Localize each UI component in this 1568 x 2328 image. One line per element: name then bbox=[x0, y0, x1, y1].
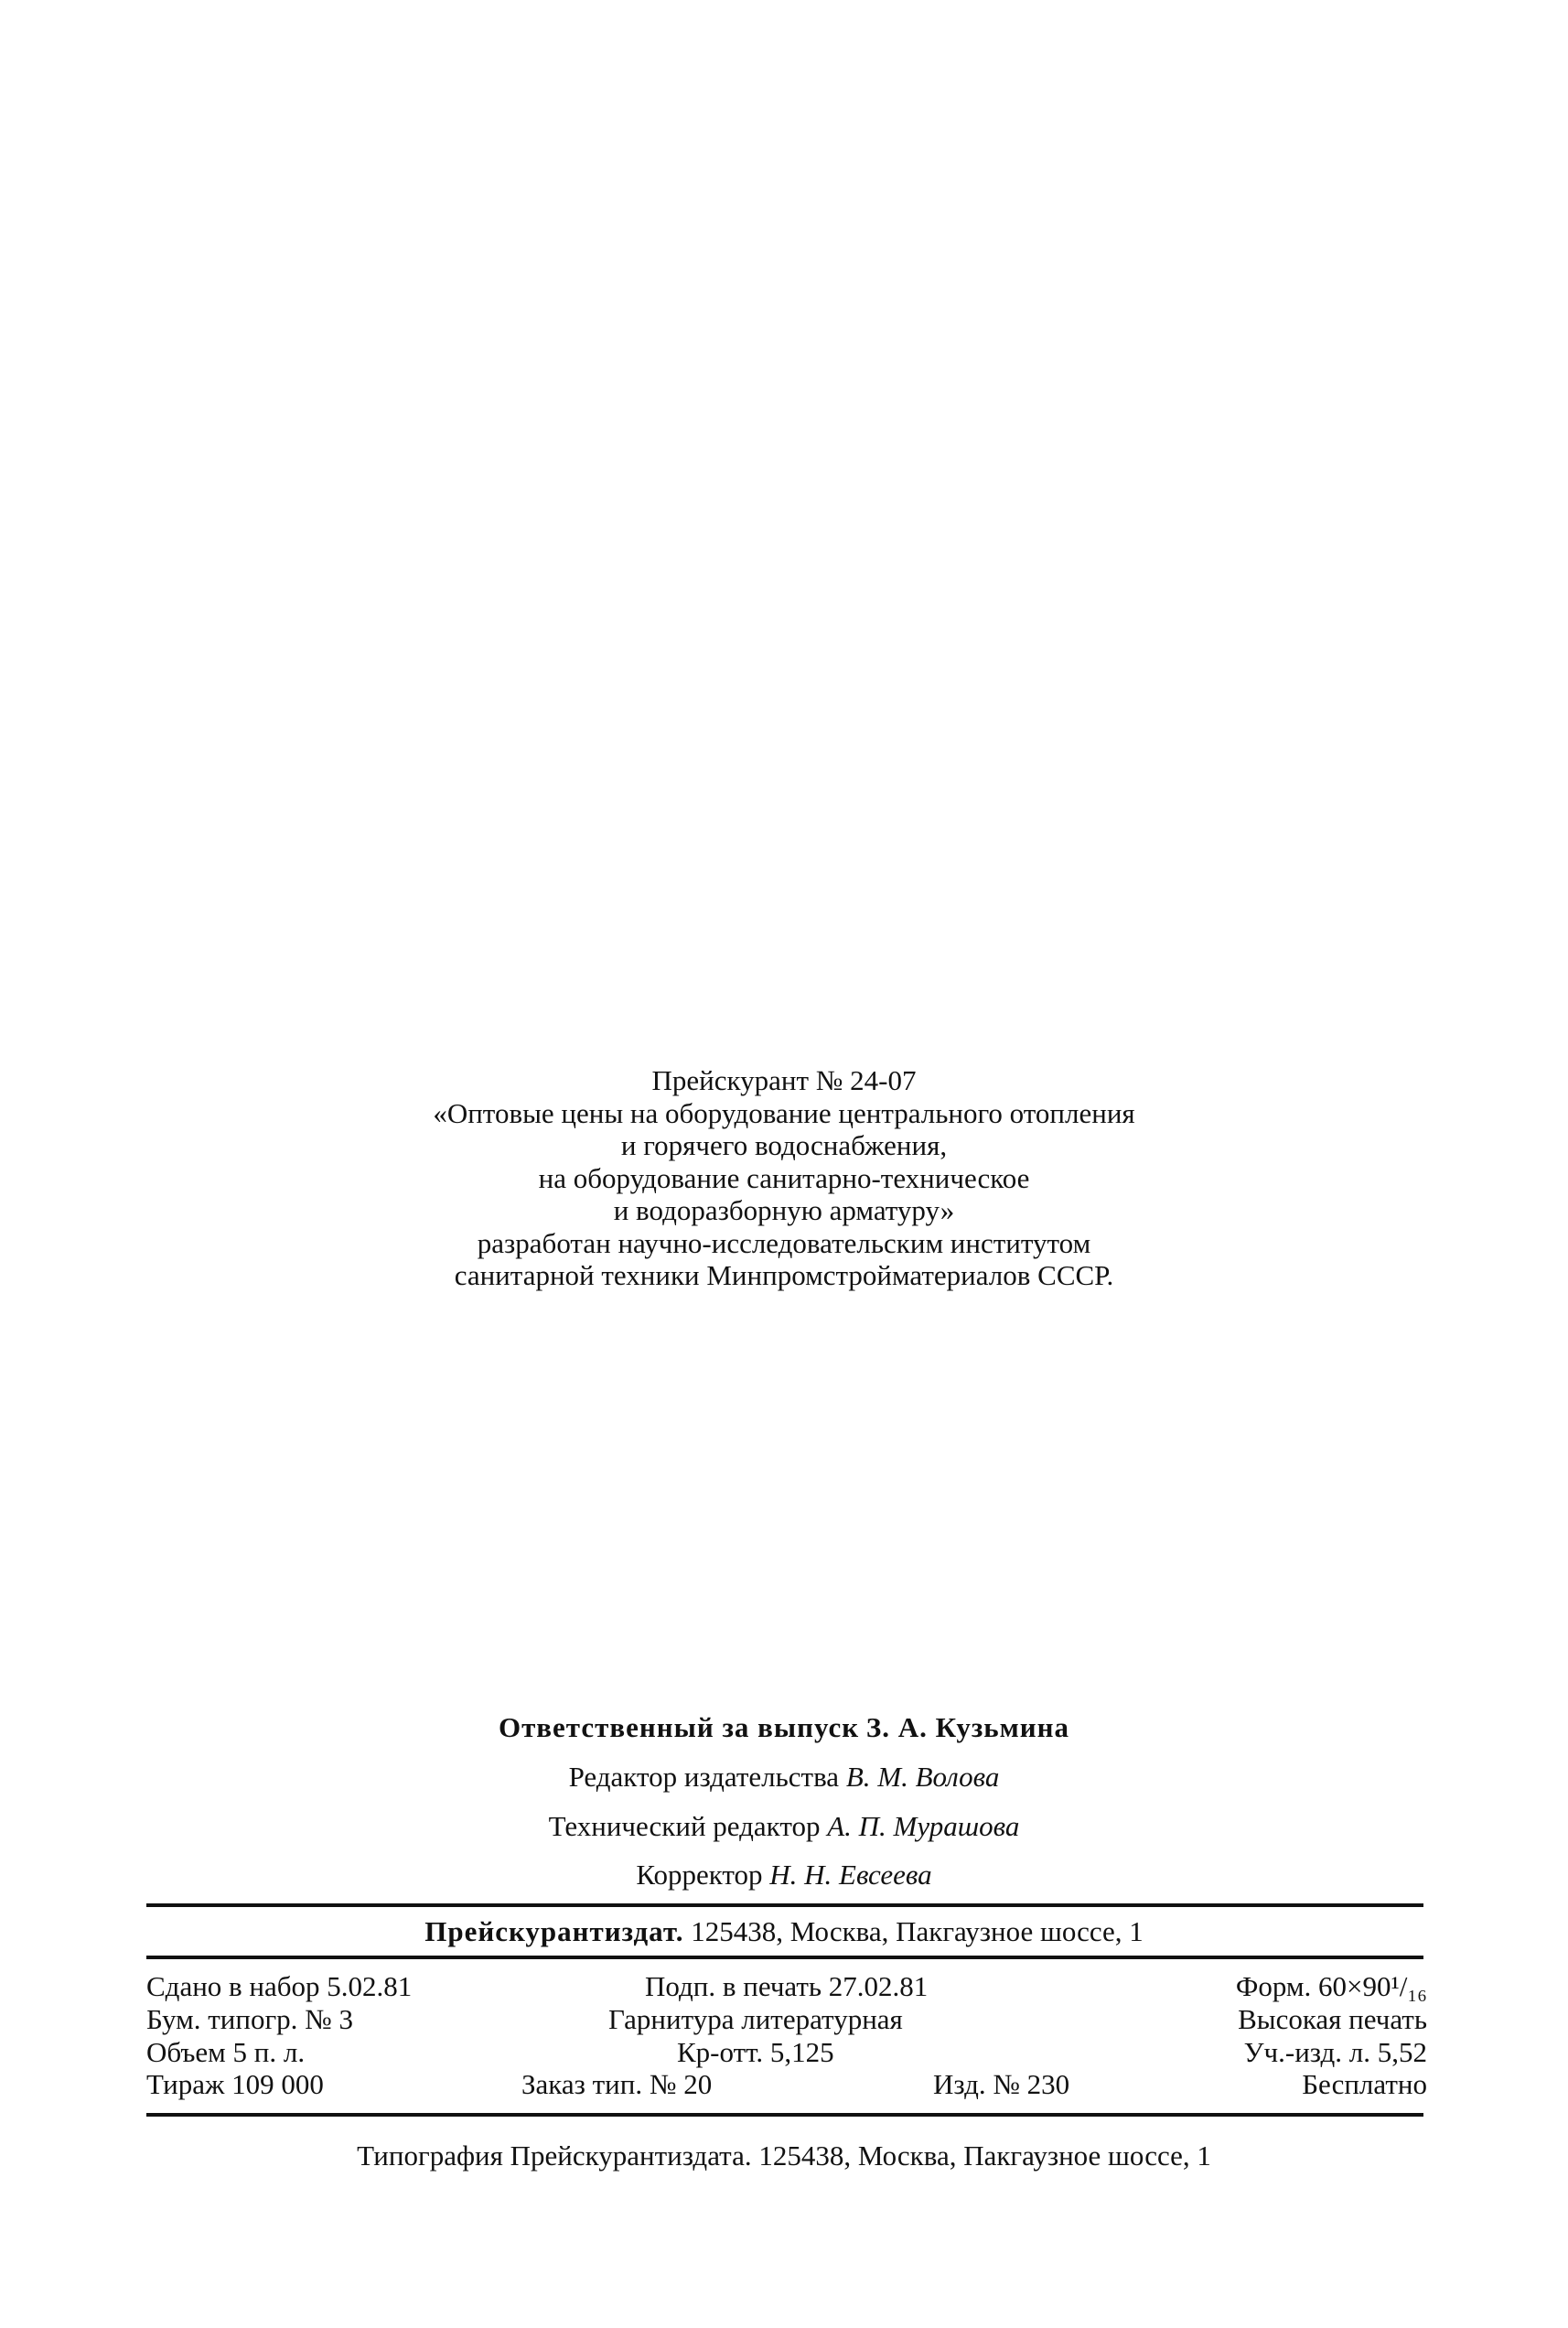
imprint-cell: Заказ тип. № 20 bbox=[521, 2068, 713, 2100]
title-line: «Оптовые цены на оборудование центрального отопления bbox=[433, 1096, 1135, 1129]
credit-label: Ответственный за выпуск bbox=[498, 1711, 860, 1743]
imprint-cell: Изд. № 230 bbox=[933, 2068, 1070, 2100]
credit-name: Н. Н. Евсеева bbox=[769, 1859, 932, 1891]
title-block bbox=[0, 1064, 1568, 1292]
editor-credit bbox=[0, 1761, 1568, 1793]
printer-line: Типография Прейскурантиздата. 125438, Москва, Пакгаузное шоссе, 1 bbox=[357, 2139, 1211, 2172]
imprint-cell: Форм. 60×90¹/₁₆ bbox=[1235, 1970, 1427, 2002]
publisher-line bbox=[0, 1915, 1568, 1947]
title-line: санитарной техники Минпромстройматериалов СССР. bbox=[454, 1259, 1114, 1291]
imprint-cell: Подп. в печать 27.02.81 bbox=[645, 1970, 929, 2002]
title-line: и горячего водоснабжения, bbox=[620, 1129, 948, 1161]
imprint-cell: Кр-отт. 5,125 bbox=[677, 2036, 834, 2068]
imprint-row bbox=[146, 1970, 1427, 2003]
divider bbox=[146, 2113, 1423, 2117]
title-line: разработан научно-исследовательским институтом bbox=[477, 1226, 1091, 1259]
responsible-credit bbox=[0, 1711, 1568, 1743]
title-line: и водоразборную арматуру» bbox=[613, 1194, 955, 1226]
publisher-name: Прейскурантиздат. bbox=[424, 1915, 684, 1947]
imprint-cell: Тираж 109 000 bbox=[146, 2068, 324, 2100]
imprint-cell: Гарнитура литературная bbox=[608, 2003, 903, 2035]
credit-label: Корректор bbox=[636, 1859, 763, 1891]
divider bbox=[146, 1956, 1423, 1959]
credit-name: В. М. Волова bbox=[845, 1761, 1000, 1793]
credit-label: Технический редактор bbox=[548, 1810, 821, 1842]
imprint-cell: Уч.-изд. л. 5,52 bbox=[1243, 2036, 1427, 2068]
imprint-row bbox=[146, 2003, 1427, 2036]
proofreader-credit bbox=[0, 1859, 1568, 1891]
imprint-row bbox=[146, 2036, 1427, 2069]
credit-name: А. П. Мурашова bbox=[827, 1810, 1020, 1842]
divider bbox=[146, 1903, 1423, 1907]
imprint-cell: Объем 5 п. л. bbox=[146, 2036, 306, 2068]
credit-label: Редактор издательства bbox=[568, 1761, 840, 1793]
imprint-cell: Бум. типогр. № 3 bbox=[146, 2003, 354, 2035]
title-line: Прейскурант № 24-07 bbox=[651, 1064, 917, 1096]
imprint-cell: Бесплатно bbox=[1302, 2068, 1427, 2100]
imprint-row bbox=[146, 2068, 1427, 2101]
imprint-cell: Сдано в набор 5.02.81 bbox=[146, 1970, 413, 2002]
publisher-address: 125438, Москва, Пакгаузное шоссе, 1 bbox=[691, 1915, 1144, 1947]
imprint-cell: Высокая печать bbox=[1238, 2003, 1427, 2035]
title-line: на оборудование санитарно-техническое bbox=[538, 1161, 1030, 1194]
tech-editor-credit bbox=[0, 1810, 1568, 1842]
credit-name: З. А. Кузьмина bbox=[865, 1711, 1070, 1743]
